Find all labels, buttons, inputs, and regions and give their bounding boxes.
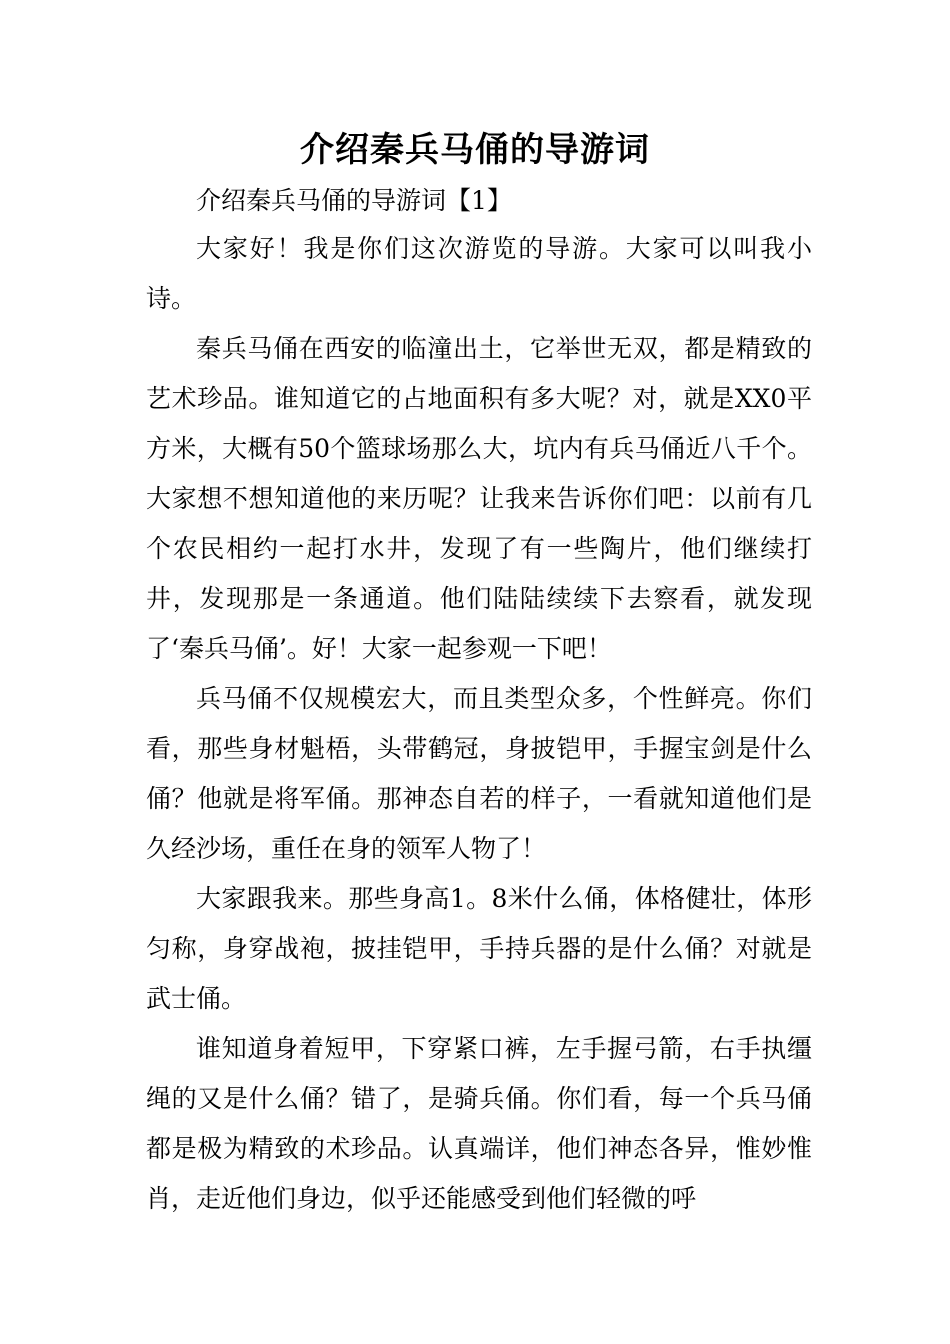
paragraph-1: 大家好！我是你们这次游览的导游。大家可以叫我小诗。: [146, 234, 812, 313]
paragraph-5: 谁知道身着短甲，下穿紧口裤，左手握弓箭，右手执缰绳的又是什么俑？错了，是骑兵俑。你们看，每一个兵马俑都是极为精致的术珍品。认真端详，他们神态各异，惟妙惟肖，走近他们身边，似乎还能感受到他们轻微的呼: [146, 1034, 812, 1213]
document-body: [146, 224, 812, 1224]
paragraph-4: 大家跟我来。那些身高1。8米什么俑，体格健壮，体形匀称，身穿战袍，披挂铠甲，手持兵器的是什么俑？对就是武士俑。: [146, 884, 812, 1013]
paragraph-2: 秦兵马俑在西安的临潼出土，它举世无双，都是精致的艺术珍品。谁知道它的占地面积有多大呢？对，就是XX0平方米，大概有50个篮球场那么大，坑内有兵马俑近八千个。大家想不想知道他的来历呢？让我来告诉你们吧：以前有几个农民相约一起打水井，发现了有一些陶片，他们继续打井，发现那是一条通道。他们陆陆续续下去察看，就发现了‘秦兵马俑’。好！大家一起参观一下吧！: [146, 334, 812, 663]
paragraph-3: 兵马俑不仅规模宏大，而且类型众多，个性鲜亮。你们看，那些身材魁梧，头带鹤冠，身披铠甲，手握宝剑是什么俑？他就是将军俑。那神态自若的样子，一看就知道他们是久经沙场，重任在身的领军人物了！: [146, 684, 812, 863]
section-heading: 介绍秦兵马俑的导游词【1】: [196, 186, 512, 215]
document-title: 介绍秦兵马俑的导游词: [300, 130, 650, 170]
